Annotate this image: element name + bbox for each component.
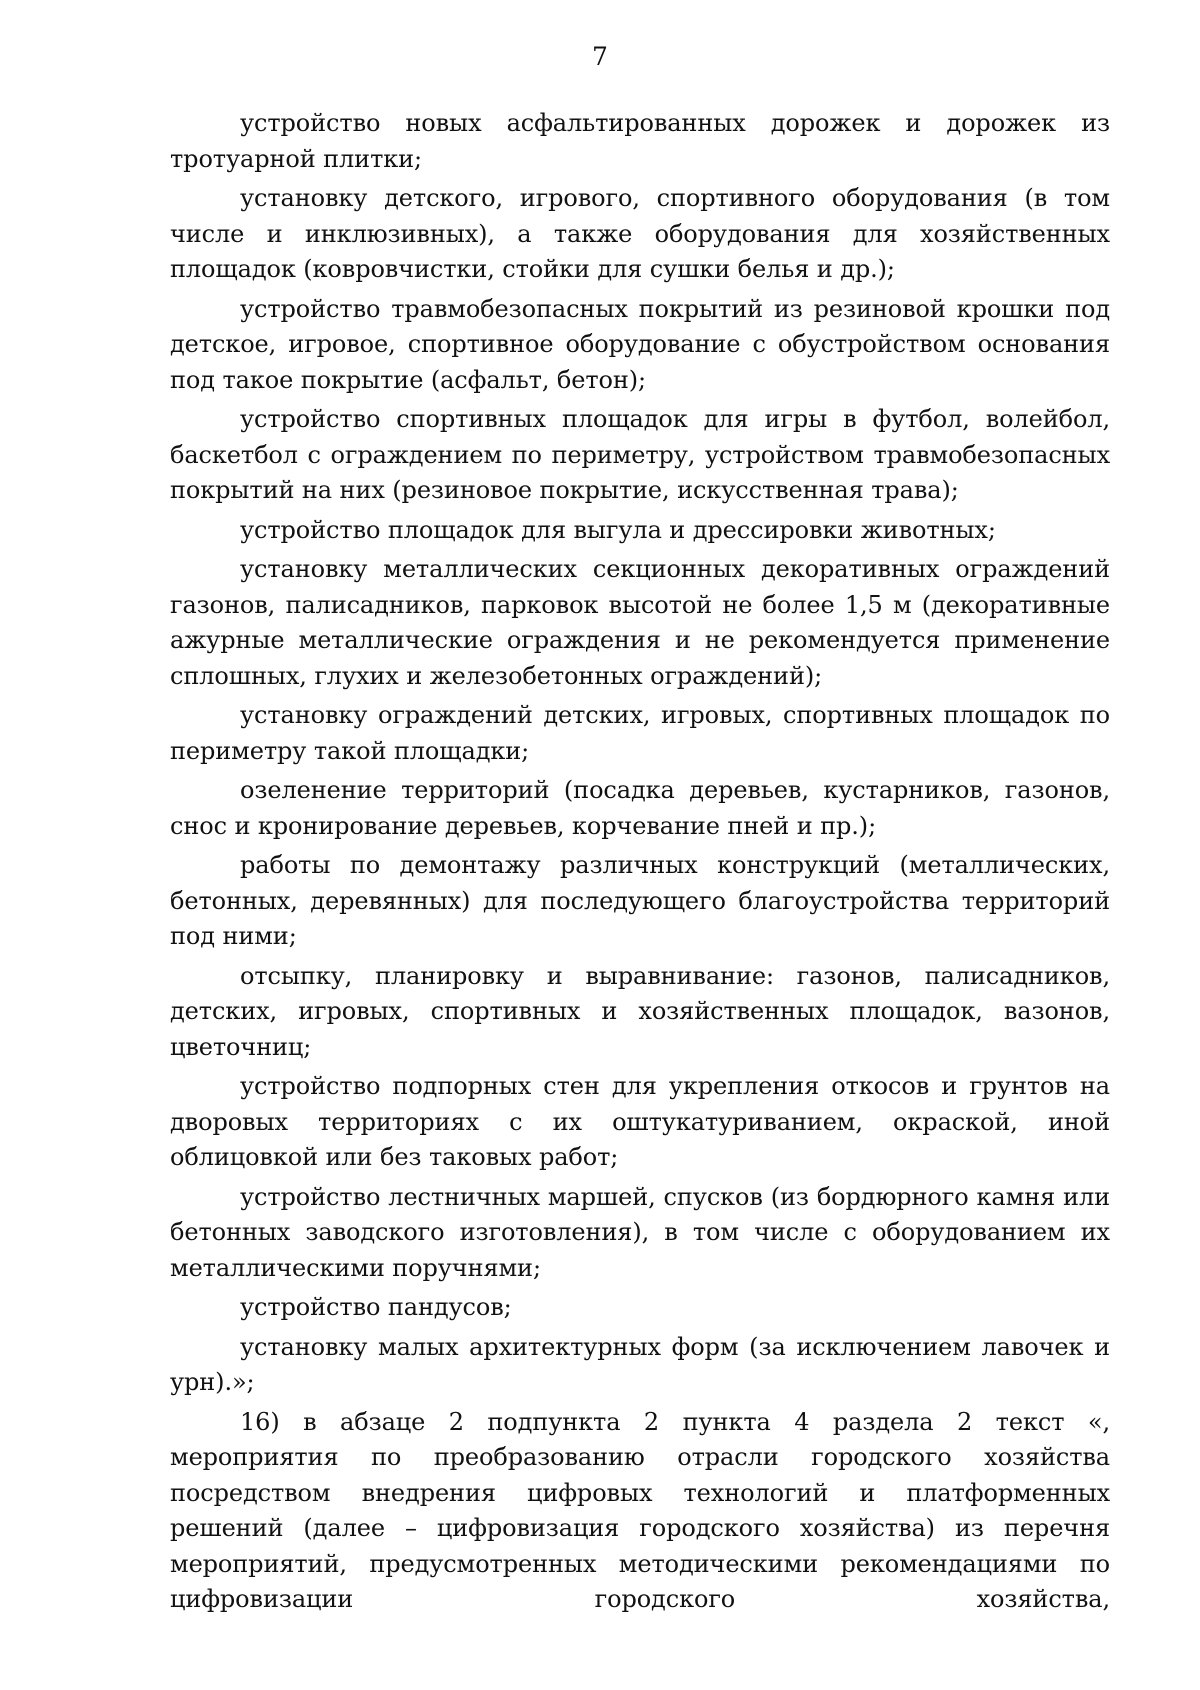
paragraph: устройство спортивных площадок для игры в футбол, волейбол, баскетбол с ограждением по периметру, устройством травмобезопасных покрытий на них (резиновое покрытие, искусственная трава);: [170, 405, 1110, 504]
paragraph: устройство новых асфальтированных дорожек и дорожек из тротуарной плитки;: [170, 109, 1110, 173]
paragraph: устройство лестничных маршей, спусков (из бордюрного камня или бетонных заводского изготовления), в том числе с оборудованием их металлическими поручнями;: [170, 1182, 1110, 1282]
paragraph: устройство подпорных стен для укрепления откосов и грунтов на дворовых территориях с их оштукатуриванием, окраской, иной облицовкой или без таковых работ;: [170, 1072, 1110, 1171]
paragraph: работы по демонтажу различных конструкций (металлических, бетонных, деревянных) для последующего благоустройства территорий под ними;: [170, 851, 1110, 950]
paragraph: установку металлических секционных декоративных ограждений газонов, палисадников, парковок высотой не более 1,5 м (декоративные ажурные металлические ограждения и не рекомендуется применение сплошных, глухих и железобетонных ограждений);: [170, 555, 1110, 690]
paragraph: устройство пандусов;: [240, 1293, 512, 1321]
paragraph: 16) в абзаце 2 подпункта 2 пункта 4 раздела 2 текст «, мероприятия по преобразованию отрасли городского хозяйства посредством внедрения цифровых технологий и платформенных решений (далее – цифровизация городского хозяйства) из перечня мероприятий, предусмотренных методическими рекомендациями по цифровизации городского хозяйства,: [170, 1407, 1110, 1613]
paragraph: отсыпку, планировку и выравнивание: газонов, палисадников, детских, игровых, спортивных и хозяйственных площадок, вазонов, цветочниц;: [170, 961, 1110, 1061]
paragraph: озеленение территорий (посадка деревьев, кустарников, газонов, снос и кронирование деревьев, корчевание пней и пр.);: [170, 776, 1110, 840]
paragraph: установку ограждений детских, игровых, спортивных площадок по периметру такой площадки;: [170, 701, 1110, 765]
paragraph: устройство площадок для выгула и дрессировки животных;: [240, 515, 996, 544]
paragraph: установку малых архитектурных форм (за исключением лавочек и урн).»;: [170, 1332, 1110, 1396]
document-body: [170, 106, 1110, 1622]
paragraph: устройство травмобезопасных покрытий из резиновой крошки под детское, игровое, спортивное оборудование с обустройством основания под такое покрытие (асфальт, бетон);: [170, 294, 1110, 394]
paragraph: установку детского, игрового, спортивного оборудования (в том числе и инклюзивных), а также оборудования для хозяйственных площадок (ковровчистки, стойки для сушки белья и др.);: [170, 184, 1110, 283]
page-number: 7: [592, 42, 608, 71]
